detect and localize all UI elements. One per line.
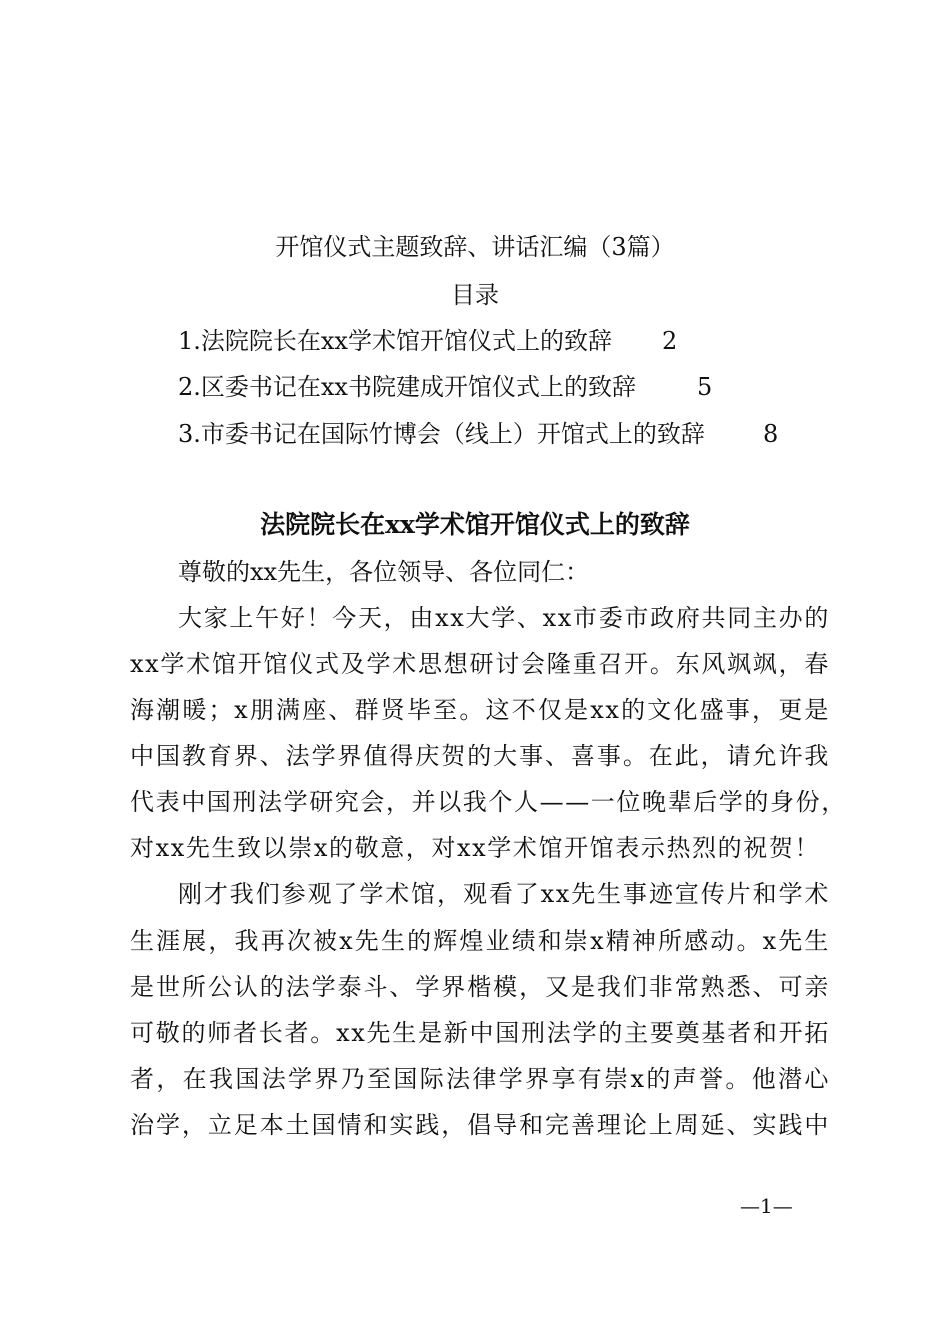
paragraph-line: 刚才我们参观了学术馆，观看了xx先生事迹宣传片和学术	[178, 880, 830, 908]
toc-page-2: 5	[697, 373, 713, 401]
toc-heading: 目录	[451, 281, 499, 309]
toc-item-1[interactable]: 1.法院院长在xx学术馆开馆仪式上的致辞	[178, 327, 612, 355]
paragraph-line: 对xx先生致以崇x的敬意，对xx学术馆开馆表示热烈的祝贺！	[130, 834, 821, 862]
paragraph-line: xx学术馆开馆仪式及学术思想研讨会隆重召开。东风飒飒，春	[130, 650, 830, 678]
toc-item-2[interactable]: 2.区委书记在xx书院建成开馆仪式上的致辞	[178, 373, 636, 401]
paragraph-line: 者，在我国法学界乃至国际法律学界享有崇x的声誉。他潜心	[130, 1065, 830, 1093]
paragraph-line: 海潮暖；x朋满座、群贤毕至。这不仅是xx的文化盛事，更是	[130, 696, 830, 724]
paragraph-line: 生涯展，我再次被x先生的辉煌业绩和崇x精神所感动。x先生	[130, 927, 830, 955]
paragraph-line: 是世所公认的法学泰斗、学界楷模，又是我们非常熟悉、可亲	[130, 973, 830, 1001]
paragraph-line: 可敬的师者长者。xx先生是新中国刑法学的主要奠基者和开拓	[130, 1019, 830, 1047]
page-number: —1—	[740, 1194, 793, 1218]
toc-page-3: 8	[763, 420, 779, 448]
paragraph-line: 大家上午好！今天，由xx大学、xx市委市政府共同主办的	[178, 604, 830, 632]
document-title: 开馆仪式主题致辞、讲话汇编（3篇）	[275, 233, 675, 261]
paragraph-line: 中国教育界、法学界值得庆贺的大事、喜事。在此，请允许我	[130, 742, 830, 770]
salutation: 尊敬的xx先生，各位领导、各位同仁：	[178, 558, 590, 586]
toc-item-3[interactable]: 3.市委书记在国际竹博会（线上）开馆式上的致辞	[178, 420, 705, 448]
paragraph-line: 治学，立足本土国情和实践，倡导和完善理论上周延、实践中	[130, 1111, 830, 1139]
article-title: 法院院长在xx学术馆开馆仪式上的致辞	[260, 510, 690, 539]
toc-page-1: 2	[662, 327, 678, 355]
paragraph-line: 代表中国刑法学研究会，并以我个人——一位晚辈后学的身份，	[130, 788, 847, 816]
